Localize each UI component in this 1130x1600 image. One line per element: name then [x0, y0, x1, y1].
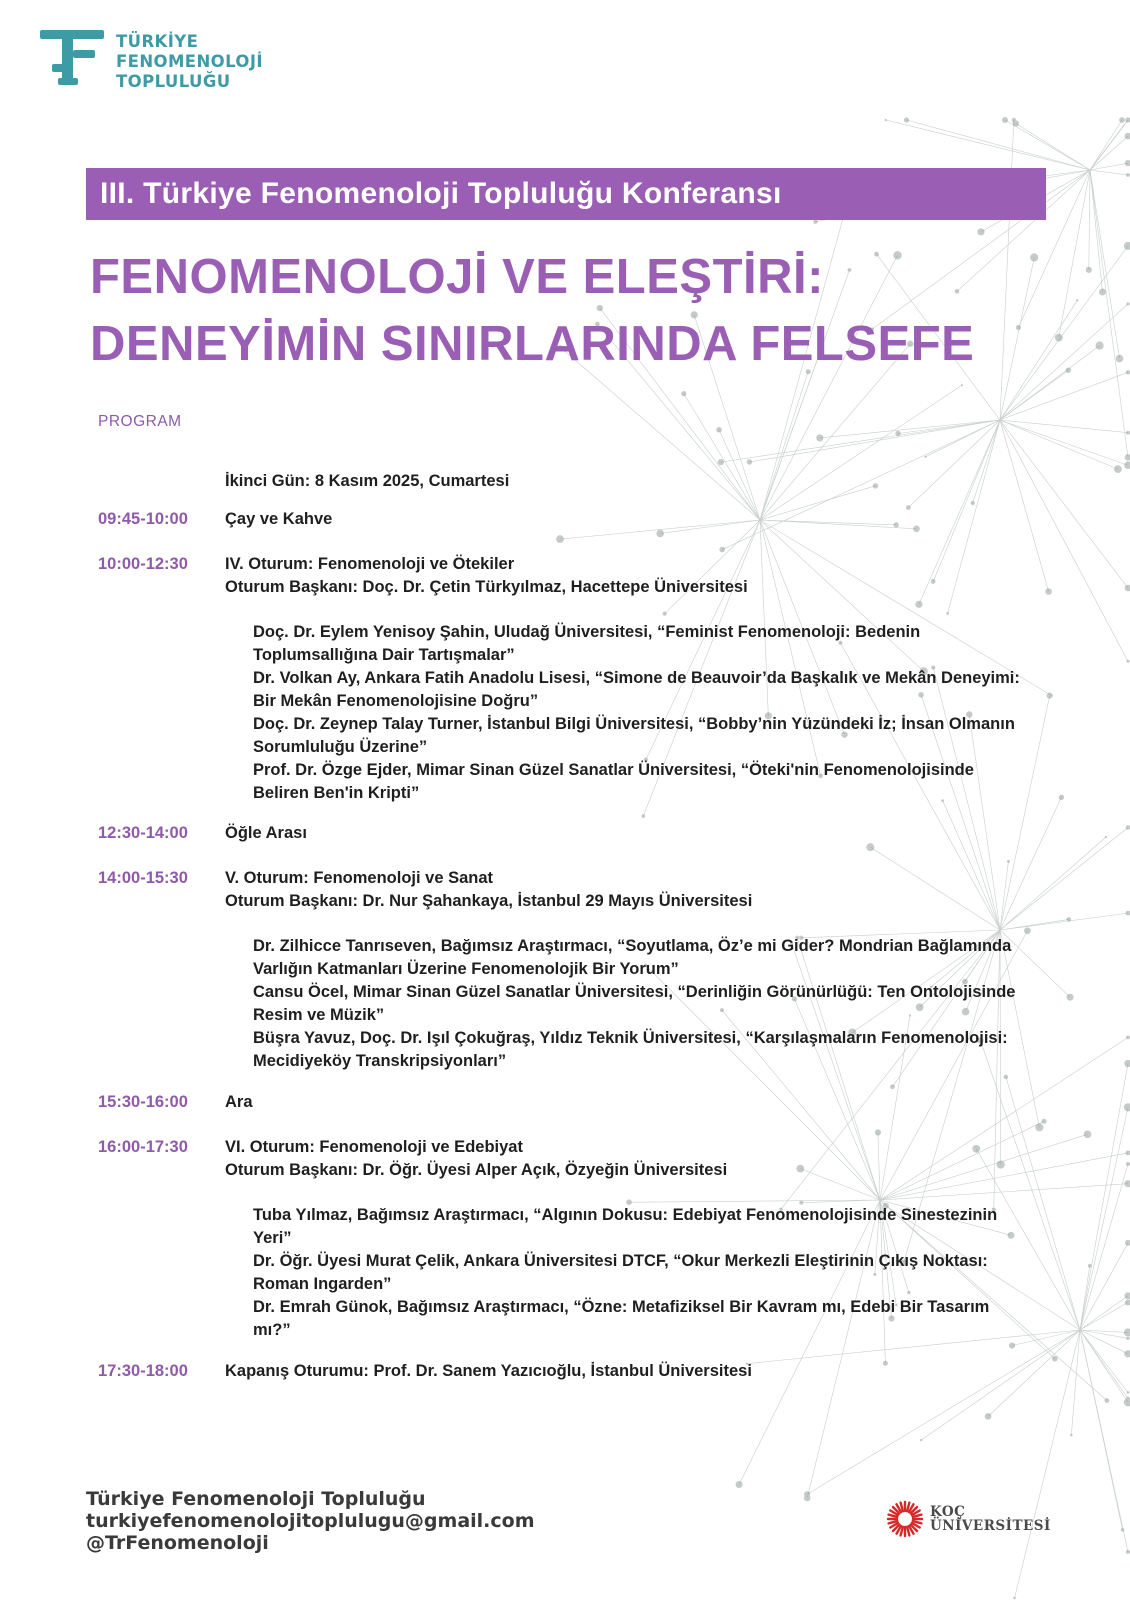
- koc-sunburst-icon: [886, 1500, 924, 1538]
- paper-item: Prof. Dr. Özge Ejder, Mimar Sinan Güzel Sanatlar Üniversitesi, “Öteki'nin Fenomenolojisinde Beliren Ben'in Kripti”: [253, 761, 974, 802]
- paper-item: Büşra Yavuz, Doç. Dr. Işıl Çokuğraş, Yıldız Teknik Üniversitesi, “Karşılaşmaların Fenomenolojisi: Mecidiyeköy Transkripsiyonları”: [253, 1029, 1008, 1070]
- logo-line-1: TÜRKİYE: [116, 32, 199, 51]
- conference-name: III. Türkiye Fenomenoloji Topluluğu Konferansı: [100, 177, 782, 210]
- day-heading: İkinci Gün: 8 Kasım 2025, Cumartesi: [225, 472, 510, 490]
- koc-line-1: KOÇ: [930, 1504, 966, 1520]
- schedule-title: Öğle Arası: [225, 824, 307, 842]
- footer-email[interactable]: turkiyefenomenolojitoplulugu@gmail.com: [86, 1510, 535, 1532]
- paper-item: Doç. Dr. Eylem Yenisoy Şahin, Uludağ Üniversitesi, “Feminist Fenomenoloji: Bedenin Toplumsallığına Dair Tartışmalar”: [253, 623, 921, 664]
- footer-org: Türkiye Fenomenoloji Topluluğu: [86, 1488, 426, 1510]
- paper-item: Dr. Zilhicce Tanrıseven, Bağımsız Araştırmacı, “Soyutlama, Öz’e mi Gider? Mondrian Bağlamında Varlığın Katmanları Üzerine Fenomenolojik Bir Yorum”: [253, 937, 1012, 978]
- schedule-time: 09:45-10:00: [98, 510, 188, 528]
- tfd-logo: [40, 30, 263, 92]
- schedule-row-closing: [98, 1360, 1038, 1383]
- title-line-2: DENEYİMİN SINIRLARINDA FELSEFE: [90, 317, 975, 371]
- schedule-row-lunch: [98, 822, 1038, 845]
- koc-university-logo: [886, 1500, 1051, 1538]
- schedule-row-session-6: [98, 1136, 1038, 1342]
- paper-item: Doç. Dr. Zeynep Talay Turner, İstanbul Bilgi Üniversitesi, “Bobby’nin Yüzündeki İz; İnsan Olmanın Sorumluluğu Üzerine”: [253, 715, 1015, 756]
- session-title: V. Oturum: Fenomenoloji ve Sanat: [225, 869, 494, 887]
- conference-banner: [86, 168, 1046, 220]
- paper-item: Tuba Yılmaz, Bağımsız Araştırmacı, “Algının Dokusu: Edebiyat Fenomenolojisinde Sinestezinin Yeri”: [253, 1206, 998, 1247]
- schedule-row-break: [98, 1091, 1038, 1114]
- schedule-time: 10:00-12:30: [98, 555, 188, 573]
- session-title: IV. Oturum: Fenomenoloji ve Ötekiler: [225, 555, 515, 573]
- logo-line-2: FENOMENOLOJİ: [116, 52, 263, 71]
- footer-handle[interactable]: @TrFenomenoloji: [86, 1532, 269, 1554]
- paper-item: Dr. Öğr. Üyesi Murat Çelik, Ankara Üniversitesi DTCF, “Okur Merkezli Eleştirinin Çıkış Noktası: Roman Ingarden”: [253, 1252, 988, 1293]
- session-chair: Oturum Başkanı: Doç. Dr. Çetin Türkyılmaz, Hacettepe Üniversitesi: [225, 578, 748, 596]
- title-line-1: FENOMENOLOJİ VE ELEŞTİRİ:: [90, 250, 824, 304]
- footer-contact: [86, 1488, 535, 1554]
- conference-title: [90, 244, 974, 378]
- schedule-row-coffee: [98, 508, 1038, 531]
- logo-line-3: TOPLULUĞU: [116, 72, 231, 91]
- program-label: PROGRAM: [98, 413, 182, 430]
- schedule-time: 15:30-16:00: [98, 1093, 188, 1111]
- session-chair: Oturum Başkanı: Dr. Öğr. Üyesi Alper Açık, Özyeğin Üniversitesi: [225, 1161, 728, 1179]
- schedule-time: 12:30-14:00: [98, 824, 188, 842]
- schedule-time: 14:00-15:30: [98, 869, 188, 887]
- session-title: VI. Oturum: Fenomenoloji ve Edebiyat: [225, 1138, 523, 1156]
- schedule-time: 16:00-17:30: [98, 1138, 188, 1156]
- paper-item: Cansu Öcel, Mimar Sinan Güzel Sanatlar Üniversitesi, “Derinliğin Görünürlüğü: Ten Ontolojisinde Resim ve Müzik”: [253, 983, 1016, 1024]
- tfd-logo-icon: [40, 30, 108, 88]
- schedule-title: Ara: [225, 1093, 253, 1111]
- schedule-row-session-5: [98, 867, 1038, 1073]
- paper-item: Dr. Volkan Ay, Ankara Fatih Anadolu Lisesi, “Simone de Beauvoir’da Başkalık ve Mekân Deneyimi: Bir Mekân Fenomenolojisine Doğru”: [253, 669, 1020, 710]
- paper-item: Dr. Emrah Günok, Bağımsız Araştırmacı, “Özne: Metafiziksel Bir Kavram mı, Edebi Bir Tasarım mı?”: [253, 1298, 990, 1339]
- schedule-title: Kapanış Oturumu: Prof. Dr. Sanem Yazıcıoğlu, İstanbul Üniversitesi: [225, 1362, 752, 1380]
- session-chair: Oturum Başkanı: Dr. Nur Şahankaya, İstanbul 29 Mayıs Üniversitesi: [225, 892, 753, 910]
- schedule-time: 17:30-18:00: [98, 1362, 188, 1380]
- koc-line-2: ÜNİVERSİTESİ: [930, 1518, 1051, 1534]
- schedule-title: Çay ve Kahve: [225, 510, 333, 528]
- schedule-row-session-4: [98, 553, 1038, 805]
